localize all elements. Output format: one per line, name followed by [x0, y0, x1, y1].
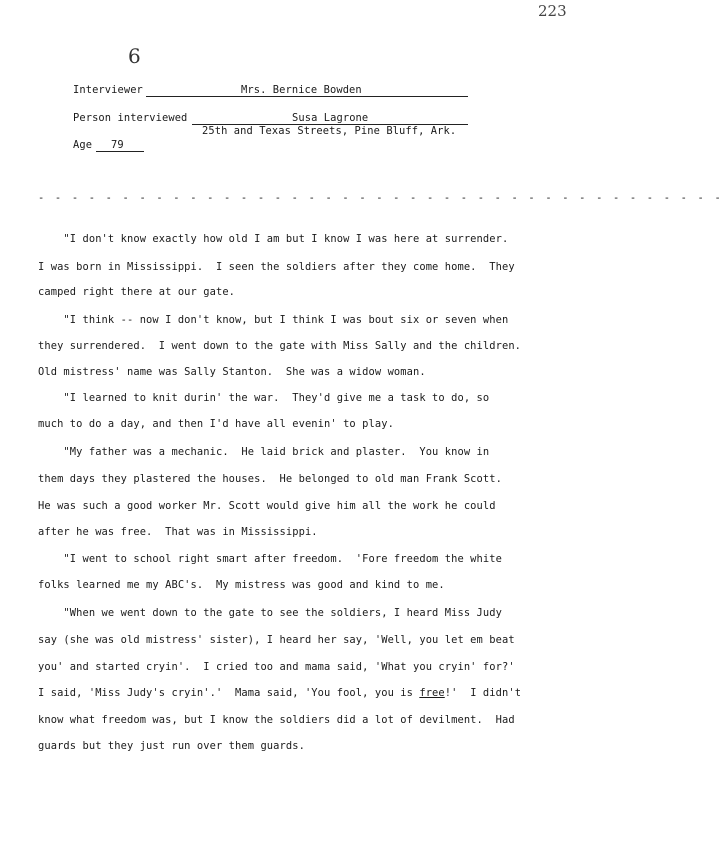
text-line: know what freedom was, but I know the soldiers did a lot of devilment. Had: [38, 714, 515, 726]
page-number: 223: [538, 2, 567, 20]
interviewer-label: Interviewer: [73, 84, 143, 96]
text-line: "I think -- now I don't know, but I think I was bout six or seven when: [38, 314, 509, 326]
text-line: "I went to school right smart after freedom. 'Fore freedom the white: [38, 553, 502, 565]
address: 25th and Texas Streets, Pine Bluff, Ark.: [202, 125, 457, 137]
text-line: guards but they just run over them guards.: [38, 740, 305, 752]
text-line-end: !' I didn't: [444, 687, 522, 699]
text-line: they surrendered. I went down to the gate with Miss Sally and the children.: [38, 340, 522, 352]
age-value: 79: [111, 139, 124, 151]
text-line: I was born in Mississippi. I seen the soldiers after they come home. They: [38, 261, 515, 273]
age-underline: [96, 151, 144, 152]
text-line: say (she was old mistress' sister), I heard her say, 'Well, you let em beat: [38, 634, 515, 646]
age-label: Age: [73, 139, 93, 151]
text-line: "I learned to knit durin' the war. They'd give me a task to do, so: [38, 392, 490, 404]
text-line: "When we went down to the gate to see the soldiers, I heard Miss Judy: [38, 607, 502, 619]
text-line-with-emphasis: [38, 687, 521, 699]
underlined-word: free: [419, 687, 445, 699]
person-interviewed-label: Person interviewed: [73, 112, 188, 124]
handwritten-page-number: 6: [128, 44, 141, 68]
text-line: them days they plastered the houses. He belonged to old man Frank Scott.: [38, 473, 502, 485]
text-line: Old mistress' name was Sally Stanton. She was a widow woman.: [38, 366, 426, 378]
text-line: "I don't know exactly how old I am but I know I was here at surrender.: [38, 233, 509, 245]
text-line: you' and started cryin'. I cried too and mama said, 'What you cryin' for?': [38, 661, 515, 673]
text-line: much to do a day, and then I'd have all evenin' to play.: [38, 418, 394, 430]
text-line: "My father was a mechanic. He laid brick and plaster. You know in: [38, 446, 490, 458]
text-line: camped right there at our gate.: [38, 286, 236, 298]
text-line-start: I said, 'Miss Judy's cryin'.' Mama said, 'You fool, you is: [38, 687, 420, 699]
interviewer-underline: [146, 96, 468, 97]
interviewer-name: Mrs. Bernice Bowden: [241, 84, 362, 96]
dashed-divider: - - - - - - - - - - - - - - - - - - - - - - - - - - - - - - - - - - - - - - - - -: [38, 192, 723, 204]
text-line: folks learned me my ABC's. My mistress was good and kind to me.: [38, 579, 445, 591]
text-line: He was such a good worker Mr. Scott would give him all the work he could: [38, 500, 496, 512]
person-interviewed-name: Susa Lagrone: [292, 112, 369, 124]
text-line: after he was free. That was in Mississippi.: [38, 526, 318, 538]
